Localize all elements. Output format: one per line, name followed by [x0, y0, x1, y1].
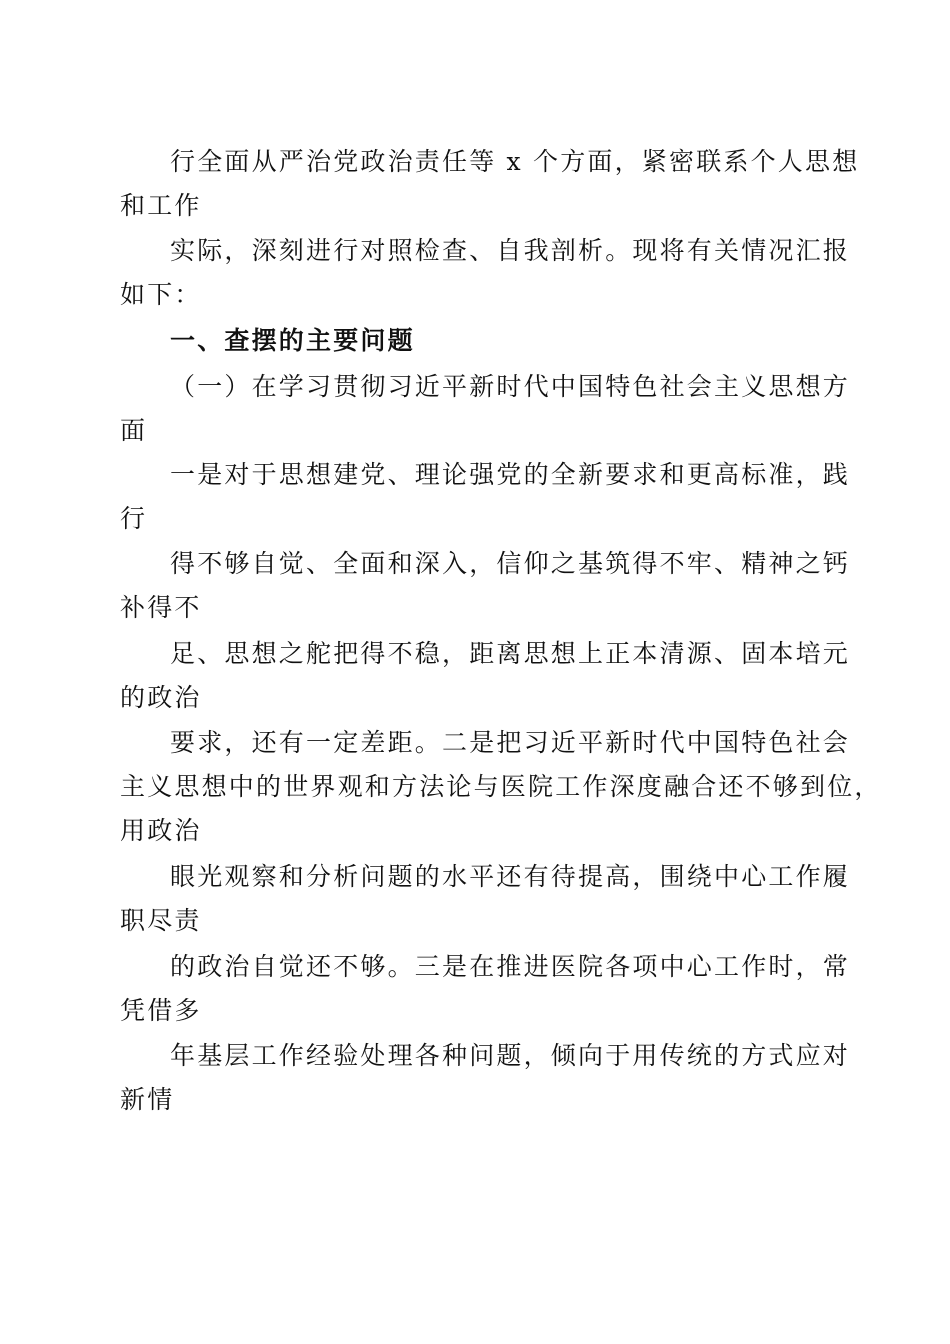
paragraph-line: 新情	[120, 1085, 175, 1114]
paragraph-line: 面	[120, 416, 148, 445]
paragraph-1	[120, 140, 860, 228]
paragraph-line: 补得不	[120, 593, 202, 622]
paragraph-line: 眼光观察和分析问题的水平还有待提高，围绕中心工作履	[170, 862, 851, 891]
paragraph-9	[120, 855, 851, 943]
paragraph-line: 的政治	[120, 683, 202, 712]
heading-line: 一、查摆的主要问题	[170, 326, 415, 355]
paragraph-line: 实际，深刻进行对照检查、自我剖析。现将有关情况汇报	[170, 236, 851, 265]
paragraph-5	[120, 453, 851, 541]
paragraph-line: 足、思想之舵把得不稳，距离思想上正本清源、固本培元	[170, 639, 851, 668]
paragraph-line: 的政治自觉还不够。三是在推进医院各项中心工作时，常	[170, 952, 851, 981]
paragraph-line: 职尽责	[120, 906, 202, 935]
paragraph-line: 和工作	[120, 191, 202, 220]
paragraph-line: 得不够自觉、全面和深入，信仰之基筑得不牢、精神之钙	[170, 549, 851, 578]
paragraph-line: 凭借多	[120, 996, 202, 1025]
paragraph-2	[120, 229, 851, 317]
paragraph-line: 行	[120, 504, 148, 533]
paragraph-6	[120, 542, 851, 630]
paragraph-7	[120, 632, 851, 720]
paragraph-line: 要求，还有一定差距。二是把习近平新时代中国特色社会	[170, 728, 851, 757]
subsection-heading	[120, 365, 851, 453]
paragraph-10	[120, 945, 851, 1033]
paragraph-line: 如下：	[120, 280, 202, 309]
paragraph-line: 用政治	[120, 816, 202, 845]
paragraph-line: 一是对于思想建党、理论强党的全新要求和更高标准，践	[170, 460, 851, 489]
section-heading	[120, 319, 832, 363]
paragraph-line: 主义思想中的世界观和方法论与医院工作深度融合还不够到位，	[120, 772, 882, 801]
paragraph-line: 行全面从严治党政治责任等 x 个方面，紧密联系个人思想	[170, 147, 860, 176]
paragraph-8	[120, 721, 882, 853]
paragraph-11	[120, 1034, 851, 1122]
paragraph-line: （一）在学习贯彻习近平新时代中国特色社会主义思想方	[170, 372, 851, 401]
paragraph-line: 年基层工作经验处理各种问题，倾向于用传统的方式应对	[170, 1041, 851, 1070]
